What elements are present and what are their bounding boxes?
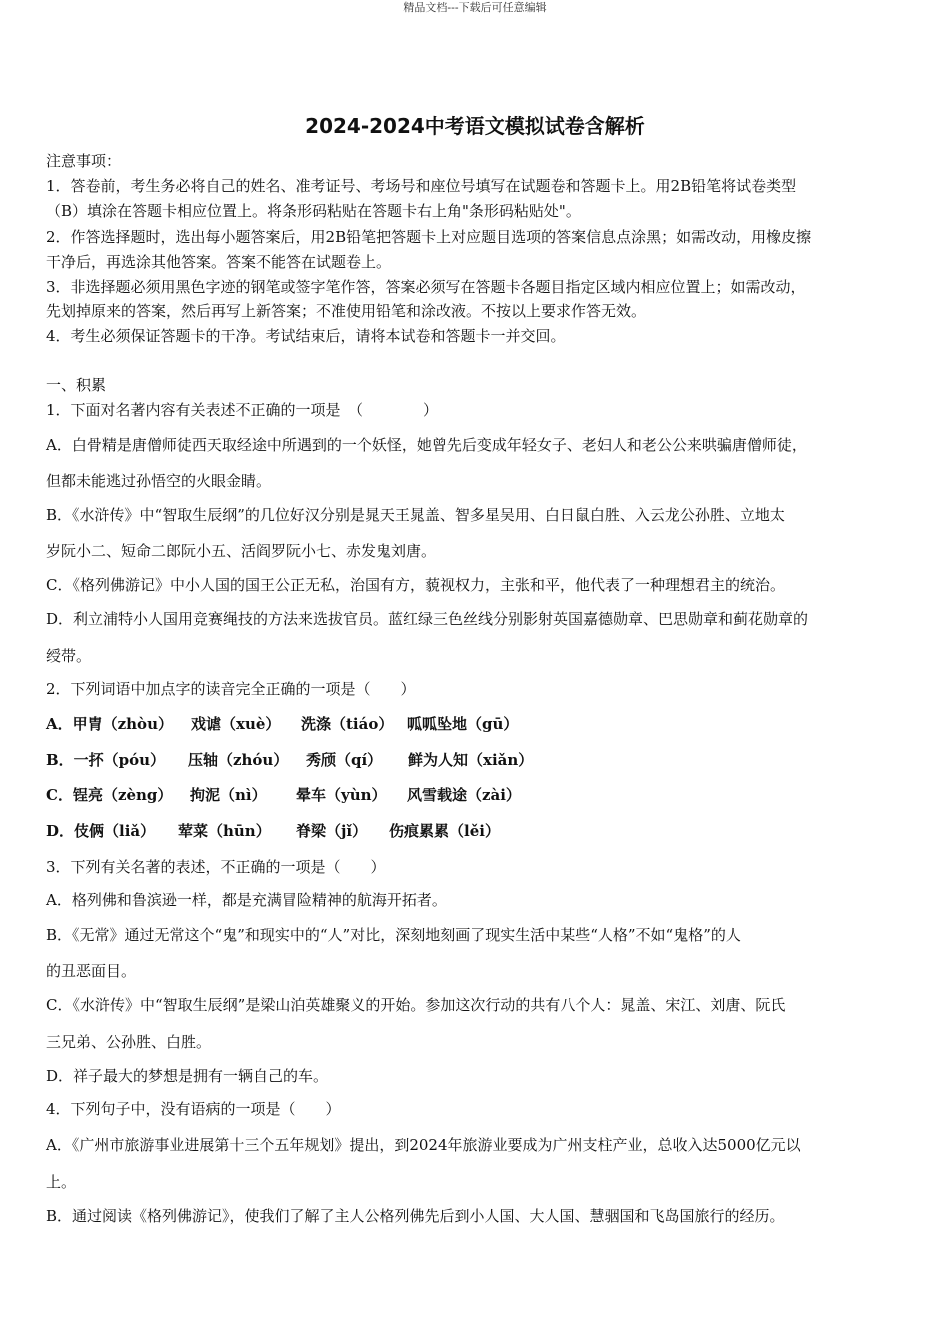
option-term: 伤痕累累（lěi）	[389, 822, 500, 840]
question-4-option-a: A．《广州市旅游事业进展第十三个五年规划》提出，到2024年旅游业要成为广州支柱产业，总收入达5000亿元以	[46, 1136, 801, 1154]
question-3-option-d: D．祥子最大的梦想是拥有一辆自己的车。	[46, 1067, 329, 1085]
option-term: 风雪载途（zài）	[407, 786, 521, 804]
question-4-stem: 4．下列句子中，没有语病的一项是（ ）	[46, 1100, 341, 1118]
document-title: 2024-2024中考语文模拟试卷含解析	[305, 114, 645, 138]
question-2-option-b	[46, 749, 906, 771]
option-term: A．甲胄（zhòu）	[46, 715, 173, 733]
option-term: C．锃亮（zèng）	[46, 786, 173, 804]
question-4-option-a-cont: 上。	[46, 1173, 77, 1191]
option-term: 秀颀（qí）	[306, 751, 383, 769]
option-term: 压轴（zhóu）	[188, 751, 289, 769]
notice-heading: 注意事项：	[46, 152, 122, 170]
notice-line: 干净后，再选涂其他答案。答案不能答在试题卷上。	[46, 253, 392, 271]
notice-line: 先划掉原来的答案，然后再写上新答案；不准使用铅笔和涂改液。不按以上要求作答无效。	[46, 302, 647, 320]
question-3-option-b: B．《无常》通过无常这个“鬼”和现实中的“人”对比，深刻地刻画了现实生活中某些“人格”不如“鬼格”的人	[46, 926, 741, 944]
option-term: 荤菜（hūn）	[178, 822, 271, 840]
option-term: B．一抔（póu）	[46, 751, 166, 769]
question-3-option-c: C．《水浒传》中“智取生辰纲”是梁山泊英雄聚义的开始。参加这次行动的共有八个人：晁盖、宋江、刘唐、阮氏	[46, 996, 786, 1014]
question-3-option-a: A．格列佛和鲁滨逊一样，都是充满冒险精神的航海开拓者。	[46, 891, 447, 909]
question-3-option-b-cont: 的丑恶面目。	[46, 962, 137, 980]
page-header-note: 精品文档---下载后可任意编辑	[403, 1, 547, 14]
option-term: 脊梁（jǐ）	[296, 822, 368, 840]
question-1-option-b: B．《水浒传》中“智取生辰纲”的几位好汉分别是晁天王晁盖、智多星吴用、白日鼠白胜、入云龙公孙胜、立地太	[46, 506, 785, 524]
notice-line: 1．答卷前，考生务必将自己的姓名、准考证号、考场号和座位号填写在试题卷和答题卡上。用2B铅笔将试卷类型	[46, 177, 797, 195]
question-1-stem: 1．下面对名著内容有关表述不正确的一项是 （ ）	[46, 401, 439, 419]
option-term: 戏谑（xuè）	[191, 715, 281, 733]
notice-line: 2．作答选择题时，选出每小题答案后，用2B铅笔把答题卡上对应题目选项的答案信息点涂黑；如需改动，用橡皮擦	[46, 228, 812, 246]
question-3-stem: 3．下列有关名著的表述，不正确的一项是（ ）	[46, 858, 386, 876]
option-term: 拘泥（nì）	[190, 786, 267, 804]
option-term: 晕车（yùn）	[296, 786, 387, 804]
question-2-option-c	[46, 784, 906, 806]
question-1-option-c: C．《格列佛游记》中小人国的国王公正无私，治国有方，藐视权力，主张和平，他代表了一种理想君主的统治。	[46, 576, 785, 594]
question-2-option-a	[46, 713, 906, 735]
question-2-stem: 2．下列词语中加点字的读音完全正确的一项是（ ）	[46, 680, 416, 698]
notice-line: （B）填涂在答题卡相应位置上。将条形码粘贴在答题卡右上角"条形码粘贴处"。	[46, 202, 581, 220]
question-1-option-a-cont: 但都未能逃过孙悟空的火眼金睛。	[46, 472, 272, 490]
option-term: 鲜为人知（xiǎn）	[408, 751, 534, 769]
option-term: 呱呱坠地（gū）	[407, 715, 519, 733]
option-term: 洗涤（tiáo）	[301, 715, 394, 733]
question-3-option-c-cont: 三兄弟、公孙胜、白胜。	[46, 1033, 212, 1051]
question-2-option-d	[46, 820, 906, 842]
question-1-option-a: A．白骨精是唐僧师徒西天取经途中所遇到的一个妖怪，她曾先后变成年轻女子、老妇人和老公公来哄骗唐僧师徒，	[46, 436, 807, 454]
question-1-option-d-cont: 绶带。	[46, 647, 92, 665]
notice-line: 3．非选择题必须用黑色字迹的钢笔或签字笔作答，答案必须写在答题卡各题目指定区域内相应位置上；如需改动，	[46, 278, 806, 296]
question-1-option-b-cont: 岁阮小二、短命二郎阮小五、活阎罗阮小七、赤发鬼刘唐。	[46, 542, 437, 560]
section-heading: 一、积累	[46, 376, 107, 394]
question-1-option-d: D．利立浦特小人国用竞赛绳技的方法来选拔官员。蓝红绿三色丝线分别影射英国嘉德勋章、巴思勋章和蓟花勋章的	[46, 610, 809, 628]
option-term: D．伎俩（liǎ）	[46, 822, 156, 840]
question-4-option-b: B．通过阅读《格列佛游记》，使我们了解了主人公格列佛先后到小人国、大人国、慧骃国和飞岛国旅行的经历。	[46, 1207, 785, 1225]
notice-line: 4．考生必须保证答题卡的干净。考试结束后，请将本试卷和答题卡一并交回。	[46, 327, 566, 345]
